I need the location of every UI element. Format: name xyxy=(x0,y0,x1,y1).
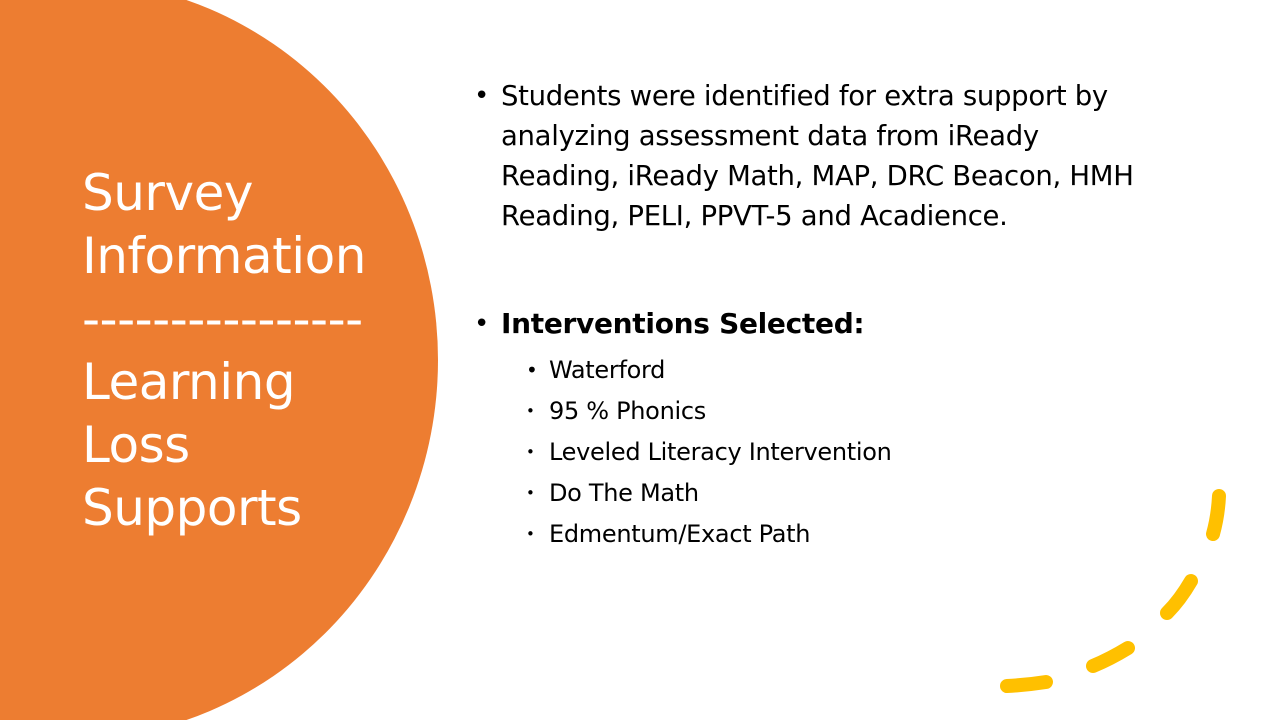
interventions-list xyxy=(474,350,1214,555)
title-line-learning: Learning xyxy=(82,353,296,411)
title-line-loss: Loss xyxy=(82,416,190,474)
arc-dash-4 xyxy=(1007,682,1046,686)
title-line-survey: Survey xyxy=(82,164,253,222)
arc-dash-3 xyxy=(1093,648,1128,666)
intervention-item-waterford: • Waterford xyxy=(474,350,1214,391)
intervention-item-phonics: • 95 % Phonics xyxy=(474,391,1214,432)
slide-body xyxy=(474,76,1214,555)
identification-bullet: • Students were identified for extra support by analyzing assessment data from iReady Reading, iReady Math, MAP, DRC Beacon, HMH Reading, PELI, PPVT-5 and Acadience. xyxy=(474,76,1161,236)
slide-title xyxy=(82,162,422,540)
title-line-information: Information xyxy=(82,227,366,285)
intervention-item-edmentum: • Edmentum/Exact Path xyxy=(474,514,1214,555)
title-line-supports: Supports xyxy=(82,479,302,537)
interventions-heading: • Interventions Selected: xyxy=(474,304,1214,344)
intervention-item-do-the-math: • Do The Math xyxy=(474,473,1214,514)
arc-dash-2 xyxy=(1167,581,1191,613)
title-line-dash-divider: ---------------- xyxy=(82,290,363,348)
intervention-item-lli: • Leveled Literacy Intervention xyxy=(474,432,1214,473)
